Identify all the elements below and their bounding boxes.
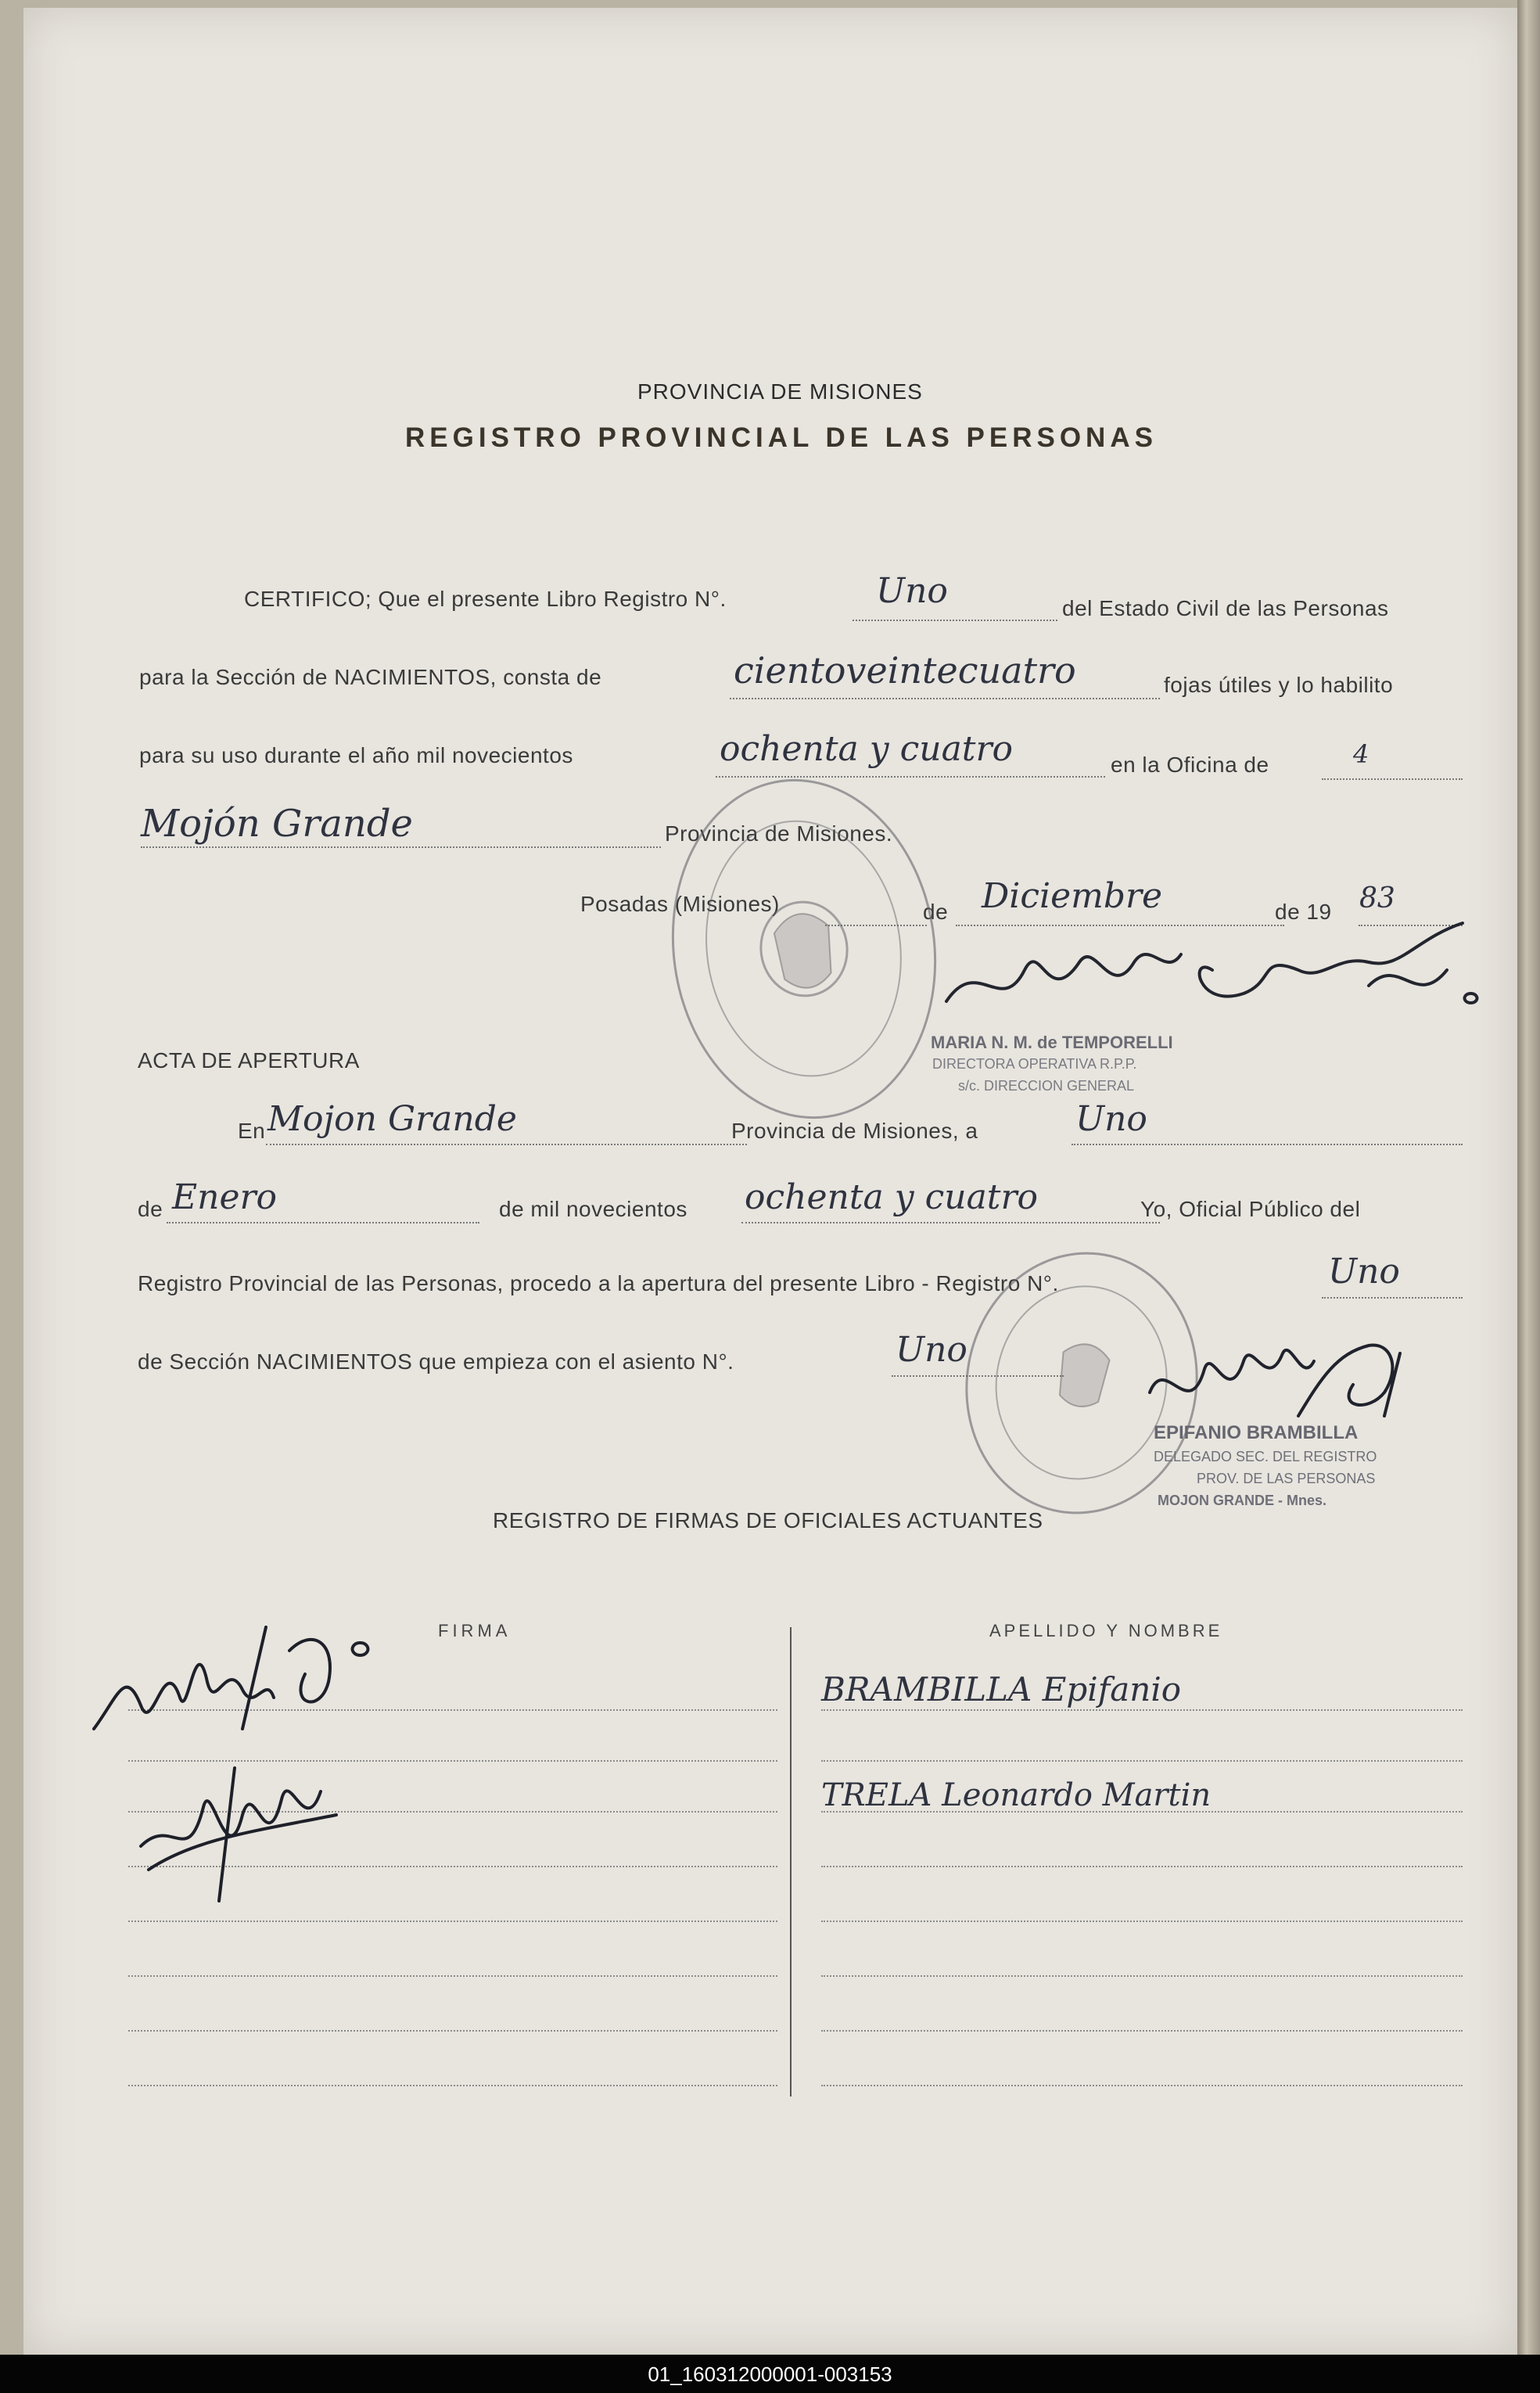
column-nombre-header: APELLIDO Y NOMBRE	[989, 1621, 1223, 1640]
delegado-role: DELEGADO SEC. DEL REGISTRO	[1154, 1449, 1377, 1464]
cert-de2: de 19	[1275, 900, 1332, 924]
nombre-line	[821, 1975, 1463, 1977]
cert-line2-end: fojas útiles y lo habilito	[1164, 673, 1394, 697]
acta-book-field	[1322, 1297, 1463, 1299]
cert-month: Diciembre	[982, 876, 1163, 916]
acta-l1-en: En	[238, 1119, 266, 1143]
acta-l3-text: Registro Provincial de las Personas, procedo a la apertura del presente Libro - Registro N°.	[138, 1271, 1059, 1295]
nombre-line	[821, 2085, 1463, 2086]
cert-book-number-field	[853, 620, 1057, 621]
cert-place-field	[141, 846, 661, 848]
cert-office-field	[1322, 778, 1463, 780]
cert-line4-end: Provincia de Misiones.	[665, 821, 893, 846]
cert-office-number: 4	[1353, 739, 1369, 769]
nombre-line	[821, 1921, 1463, 1922]
cert-pages-count: cientoveintecuatro	[734, 649, 1076, 692]
delegado-name: EPIFANIO BRAMBILLA	[1154, 1422, 1359, 1443]
firma-line	[128, 1975, 777, 1977]
directora-name: MARIA N. M. de TEMPORELLI	[931, 1033, 1173, 1052]
acta-heading: ACTA DE APERTURA	[138, 1048, 360, 1073]
cert-line3-text: para su uso durante el año mil novecientos	[139, 743, 573, 767]
cert-place-city: Posadas (Misiones)	[580, 892, 780, 916]
directora-sub: s/c. DIRECCION GENERAL	[958, 1078, 1135, 1094]
acta-month-field	[167, 1222, 479, 1223]
firma-line	[128, 2030, 777, 2032]
acta-book-number: Uno	[1328, 1252, 1400, 1292]
firma-line	[128, 2085, 777, 2086]
acta-day: Uno	[1075, 1099, 1147, 1139]
province-heading: PROVINCIA DE MISIONES	[637, 379, 923, 404]
column-divider	[790, 1627, 792, 2097]
nombre-line	[821, 1866, 1463, 1867]
nombre-line	[821, 1760, 1463, 1762]
book-binding-edge	[1517, 0, 1540, 2393]
acta-year: ochenta y cuatro	[745, 1177, 1039, 1217]
cert-line1-end: del Estado Civil de las Personas	[1062, 596, 1389, 620]
official-name-1: BRAMBILLA Epifanio	[821, 1670, 1182, 1709]
acta-month: Enero	[172, 1177, 278, 1217]
cert-de1: de	[923, 900, 949, 924]
cert-line2-text: para la Sección de NACIMIENTOS, consta de	[139, 665, 602, 689]
cert-year-number: 83	[1359, 882, 1395, 914]
cert-line3-office: en la Oficina de	[1111, 753, 1269, 777]
image-id-label: 01_160312000001-003153	[648, 2362, 892, 2386]
official-name-2: TRELA Leonardo Martin	[821, 1777, 1212, 1813]
acta-entry-number: Uno	[896, 1330, 967, 1370]
delegado-org: PROV. DE LAS PERSONAS	[1197, 1471, 1376, 1486]
acta-l2-end: Yo, Oficial Público del	[1140, 1197, 1361, 1221]
official-signature-2	[117, 1721, 368, 1924]
column-firma-header: FIRMA	[438, 1621, 512, 1640]
coat-of-arms-icon	[653, 764, 956, 1134]
acta-year-field	[741, 1222, 1160, 1223]
acta-day-field	[1072, 1144, 1463, 1145]
acta-l2-text: de mil novecientos	[499, 1197, 687, 1221]
cert-year-words: ochenta y cuatro	[720, 729, 1014, 769]
acta-place-field	[266, 1144, 747, 1145]
cert-line1-text: CERTIFICO; Que el presente Libro Registro N°.	[244, 587, 727, 611]
document-page	[23, 8, 1517, 2355]
acta-l2-de: de	[138, 1197, 163, 1221]
cert-pages-field	[730, 698, 1160, 699]
cert-book-number: Uno	[876, 571, 948, 611]
cert-place-name: Mojón Grande	[141, 802, 413, 846]
nombre-line	[821, 2030, 1463, 2032]
registry-title: REGISTRO PROVINCIAL DE LAS PERSONAS	[405, 422, 1158, 453]
official-seal-stamp	[650, 762, 957, 1137]
delegado-place: MOJON GRANDE - Mnes.	[1158, 1493, 1327, 1508]
firmas-title: REGISTRO DE FIRMAS DE OFICIALES ACTUANTES	[493, 1508, 1043, 1532]
acta-place: Mojon Grande	[267, 1099, 517, 1139]
acta-l1-text: Provincia de Misiones, a	[731, 1119, 978, 1143]
acta-l4-text: de Sección NACIMIENTOS que empieza con el asiento N°.	[138, 1349, 734, 1374]
cert-year-field	[716, 776, 1105, 778]
directora-role: DIRECTORA OPERATIVA R.P.P.	[932, 1056, 1137, 1072]
nombre-line	[821, 1709, 1463, 1711]
